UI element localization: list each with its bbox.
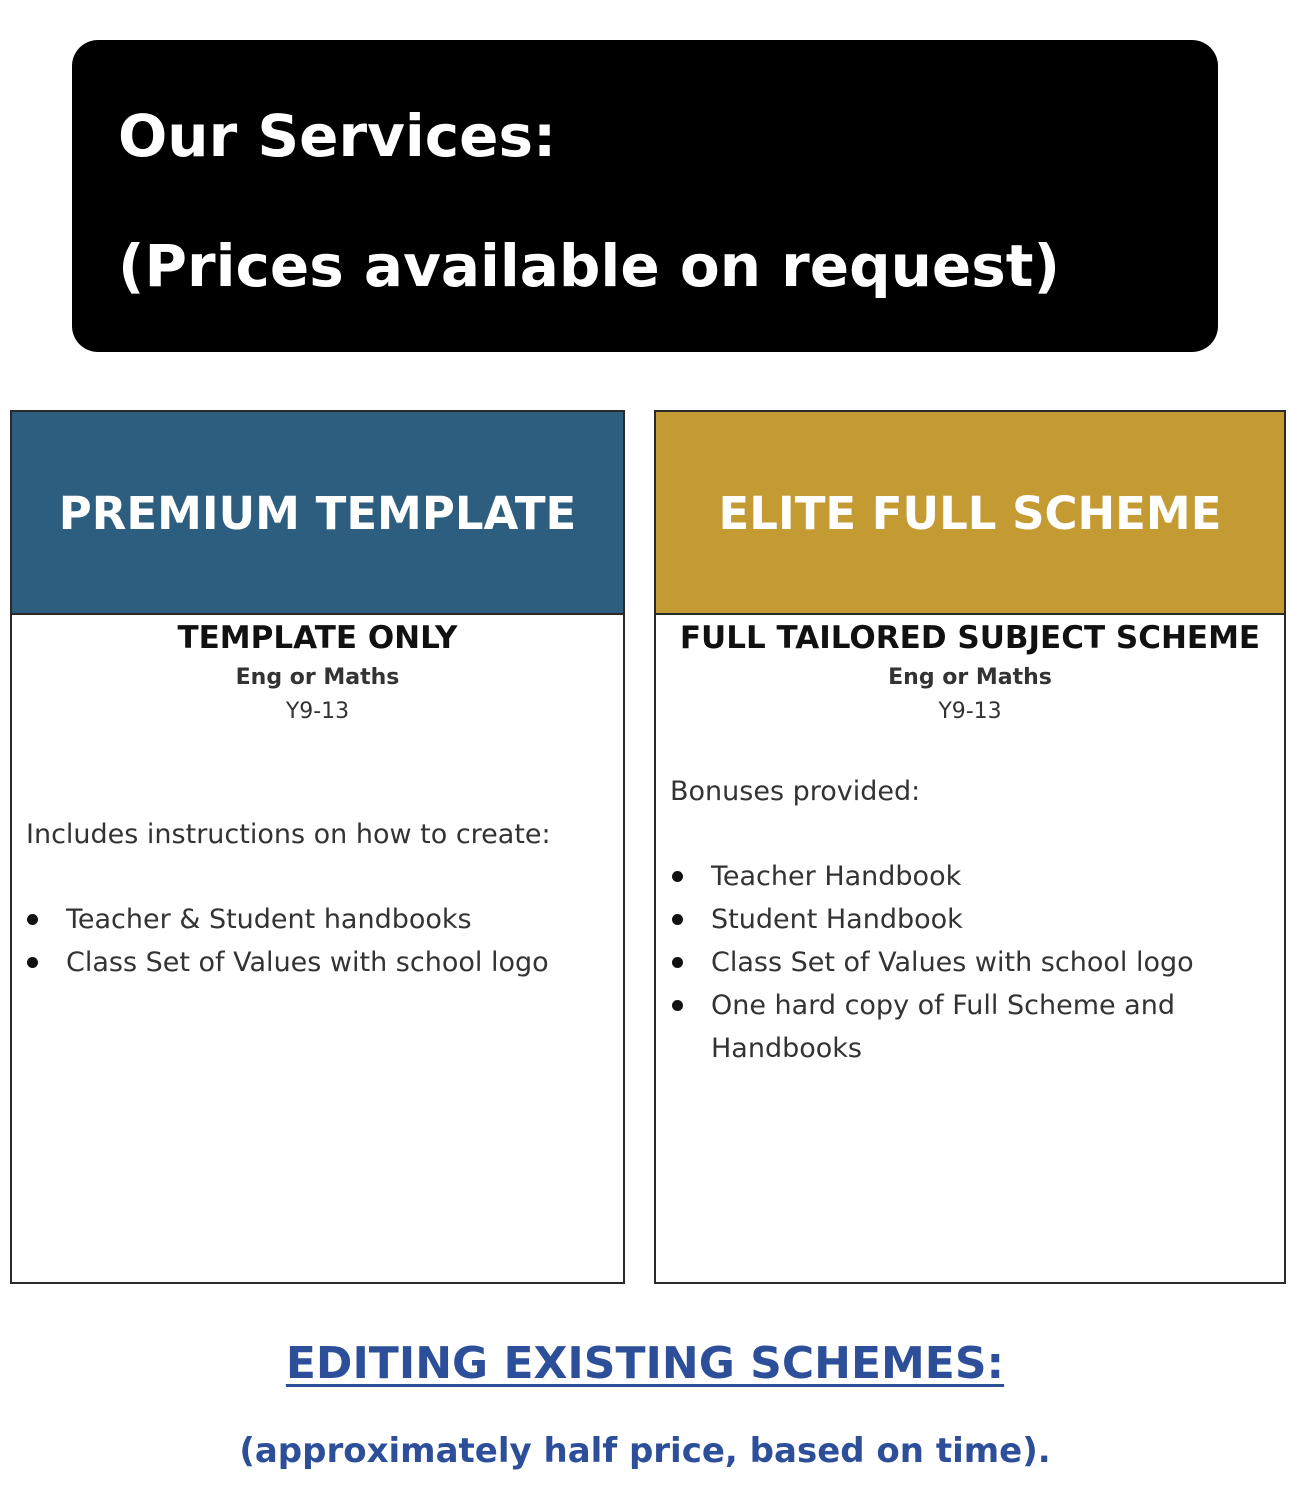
list-item-text: Teacher Handbook (711, 861, 962, 892)
editing-price-note: (approximately half price, based on time). (239, 1431, 1051, 1471)
premium-template-header (12, 412, 623, 615)
list-item-text: Class Set of Values with school logo (711, 947, 1194, 978)
bullet-icon (672, 957, 683, 968)
elite-full-scheme-card (654, 410, 1286, 1284)
list-item (12, 941, 623, 984)
elite-full-scheme-header (656, 412, 1284, 615)
list-item (656, 898, 1284, 941)
list-item-text: Teacher & Student handbooks (66, 904, 472, 935)
bullet-icon (27, 914, 38, 925)
bullet-icon (27, 957, 38, 968)
editing-schemes-heading: EDITING EXISTING SCHEMES: (285, 1338, 1005, 1389)
elite-full-scheme-subtitle: FULL TAILORED SUBJECT SCHEME (679, 620, 1261, 656)
bullet-icon (672, 871, 683, 882)
prices-note: (Prices available on request) (118, 232, 1061, 300)
services-banner (72, 40, 1218, 352)
premium-template-subject: Eng or Maths (235, 665, 400, 690)
premium-template-years: Y9-13 (285, 699, 350, 724)
premium-template-list (12, 898, 623, 984)
list-item-text: Class Set of Values with school logo (66, 947, 549, 978)
list-item-continuation (656, 1027, 1284, 1070)
elite-full-scheme-intro: Bonuses provided: (670, 776, 921, 807)
premium-template-intro: Includes instructions on how to create: (26, 819, 551, 850)
elite-full-scheme-years: Y9-13 (938, 699, 1002, 724)
elite-full-scheme-list (656, 855, 1284, 1070)
premium-template-card (10, 410, 625, 1284)
list-item (656, 984, 1284, 1027)
premium-template-subtitle: TEMPLATE ONLY (177, 620, 458, 656)
elite-full-scheme-title: ELITE FULL SCHEME (718, 487, 1222, 540)
bullet-icon (672, 1000, 683, 1011)
bullet-icon (672, 914, 683, 925)
elite-full-scheme-subject: Eng or Maths (888, 665, 1052, 690)
list-item (656, 855, 1284, 898)
list-item-text: Handbooks (711, 1033, 862, 1064)
premium-template-title: PREMIUM TEMPLATE (58, 487, 577, 540)
list-item-text: One hard copy of Full Scheme and (711, 990, 1175, 1021)
list-item (656, 941, 1284, 984)
list-item (12, 898, 623, 941)
services-heading: Our Services: (118, 102, 557, 170)
list-item-text: Student Handbook (711, 904, 963, 935)
